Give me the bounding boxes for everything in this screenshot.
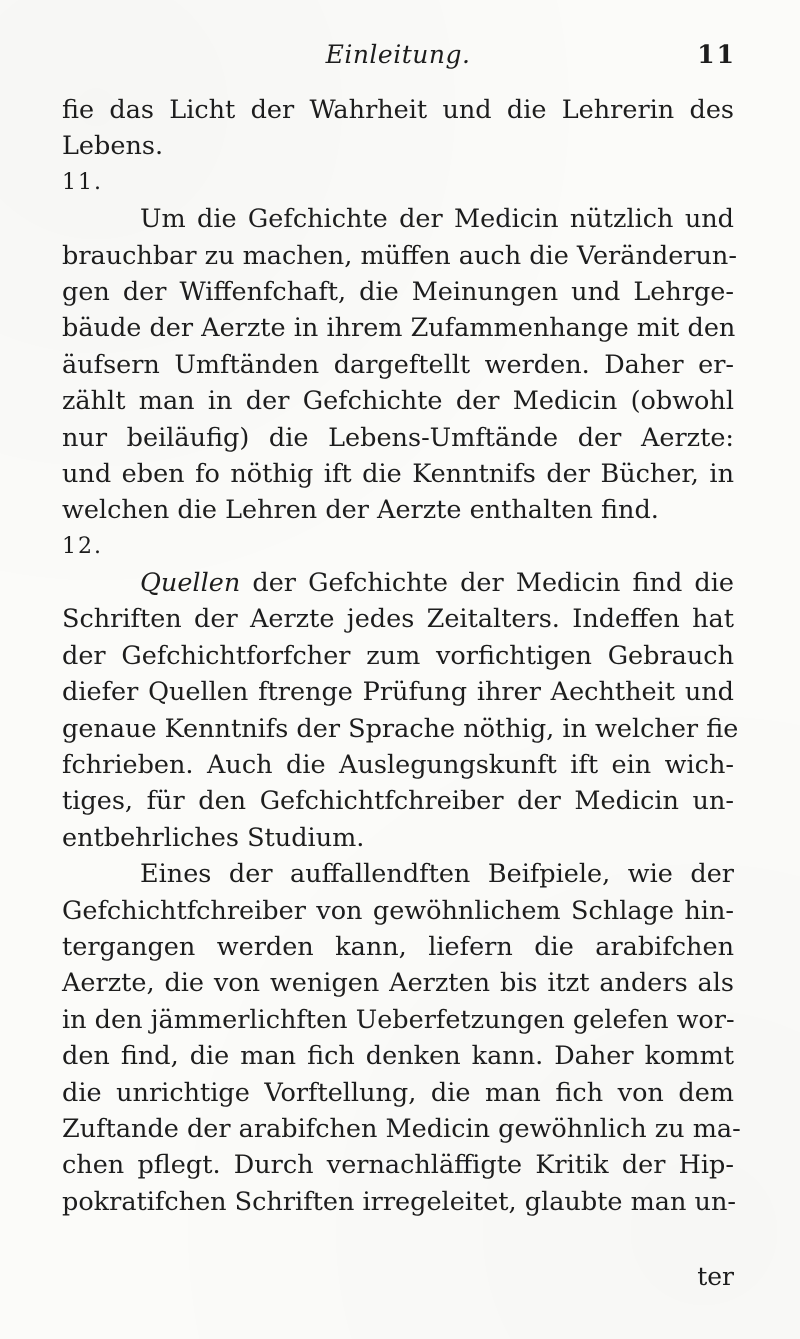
text-line: bäude der Aerzte in ihrem Zufammenhange mit den xyxy=(62,313,736,344)
italic-term: Quellen xyxy=(140,568,241,599)
page-number: 11 xyxy=(697,40,736,69)
text-line: diefer Quellen ftrenge Prüfung ihrer Aechtheit und xyxy=(62,677,734,708)
text-line xyxy=(62,565,734,601)
text-line: fchrieben. Auch die Auslegungskunft ift ein wich- xyxy=(62,750,734,781)
text-line: den find, die man fich denken kann. Daher kommt xyxy=(62,1041,734,1072)
text-line: tiges, für den Gefchichtfchreiber der Medicin un- xyxy=(62,786,734,817)
text-line: und eben fo nöthig ift die Kenntnifs der Bücher, in xyxy=(62,458,734,489)
text-line: in den jämmerlichften Ueberfetzungen gelefen wor- xyxy=(62,1004,735,1035)
text-line: welchen die Lehren der Aerzte enthalten find. xyxy=(62,495,659,526)
section-number-12: 12. xyxy=(62,533,103,559)
text-line: Schriften der Aerzte jedes Zeitalters. Indeffen hat xyxy=(62,604,734,635)
text-line: Zuftande der arabifchen Medicin gewöhnlich zu ma- xyxy=(62,1113,741,1144)
text-line: nur beiläufig) die Lebens-Umftände der Aerzte: xyxy=(62,422,734,453)
text-line: äufsern Umftänden dargeftellt werden. Daher er- xyxy=(62,349,734,380)
text-line: die unrichtige Vorftellung, die man fich von dem xyxy=(62,1077,734,1108)
catchword: ter xyxy=(697,1262,734,1291)
section-number-11: 11. xyxy=(62,169,103,195)
text-line: Gefchichtfchreiber von gewöhnlichem Schlage hin- xyxy=(62,895,734,926)
text-line: pokratifchen Schriften irregeleitet, glaubte man un- xyxy=(62,1186,736,1217)
text-line: gen der Wiffenfchaft, die Meinungen und Lehrge- xyxy=(62,276,734,307)
text-fragment: der Gefchichte der Medicin find die xyxy=(240,568,734,599)
text-line: brauchbar zu machen, müffen auch die Veränderun- xyxy=(62,240,737,271)
text-line: genaue Kenntnifs der Sprache nöthig, in welcher fie xyxy=(62,713,739,744)
text-line: zählt man in der Gefchichte der Medicin (obwohl xyxy=(62,386,734,417)
text-line: Um die Gefchichte der Medicin nützlich und xyxy=(140,204,734,235)
text-line: Lebens. xyxy=(62,131,164,162)
text-line: entbehrliches Studium. xyxy=(62,822,365,853)
text-line: fie das Licht der Wahrheit und die Lehrerin des xyxy=(62,95,734,125)
text-line: chen pflegt. Durch vernachläffigte Kritik der Hip- xyxy=(62,1150,734,1181)
text-line: Aerzte, die von wenigen Aerzten bis itzt anders als xyxy=(62,968,734,999)
running-header xyxy=(60,40,736,80)
text-line: tergangen werden kann, liefern die arabifchen xyxy=(62,931,734,962)
header-title: Einleitung. xyxy=(325,40,471,69)
text-line: der Gefchichtforfcher zum vorfichtigen Gebrauch xyxy=(62,640,734,671)
body-text xyxy=(62,92,741,1220)
text-line: Eines der auffallendften Beifpiele, wie der xyxy=(140,859,734,890)
